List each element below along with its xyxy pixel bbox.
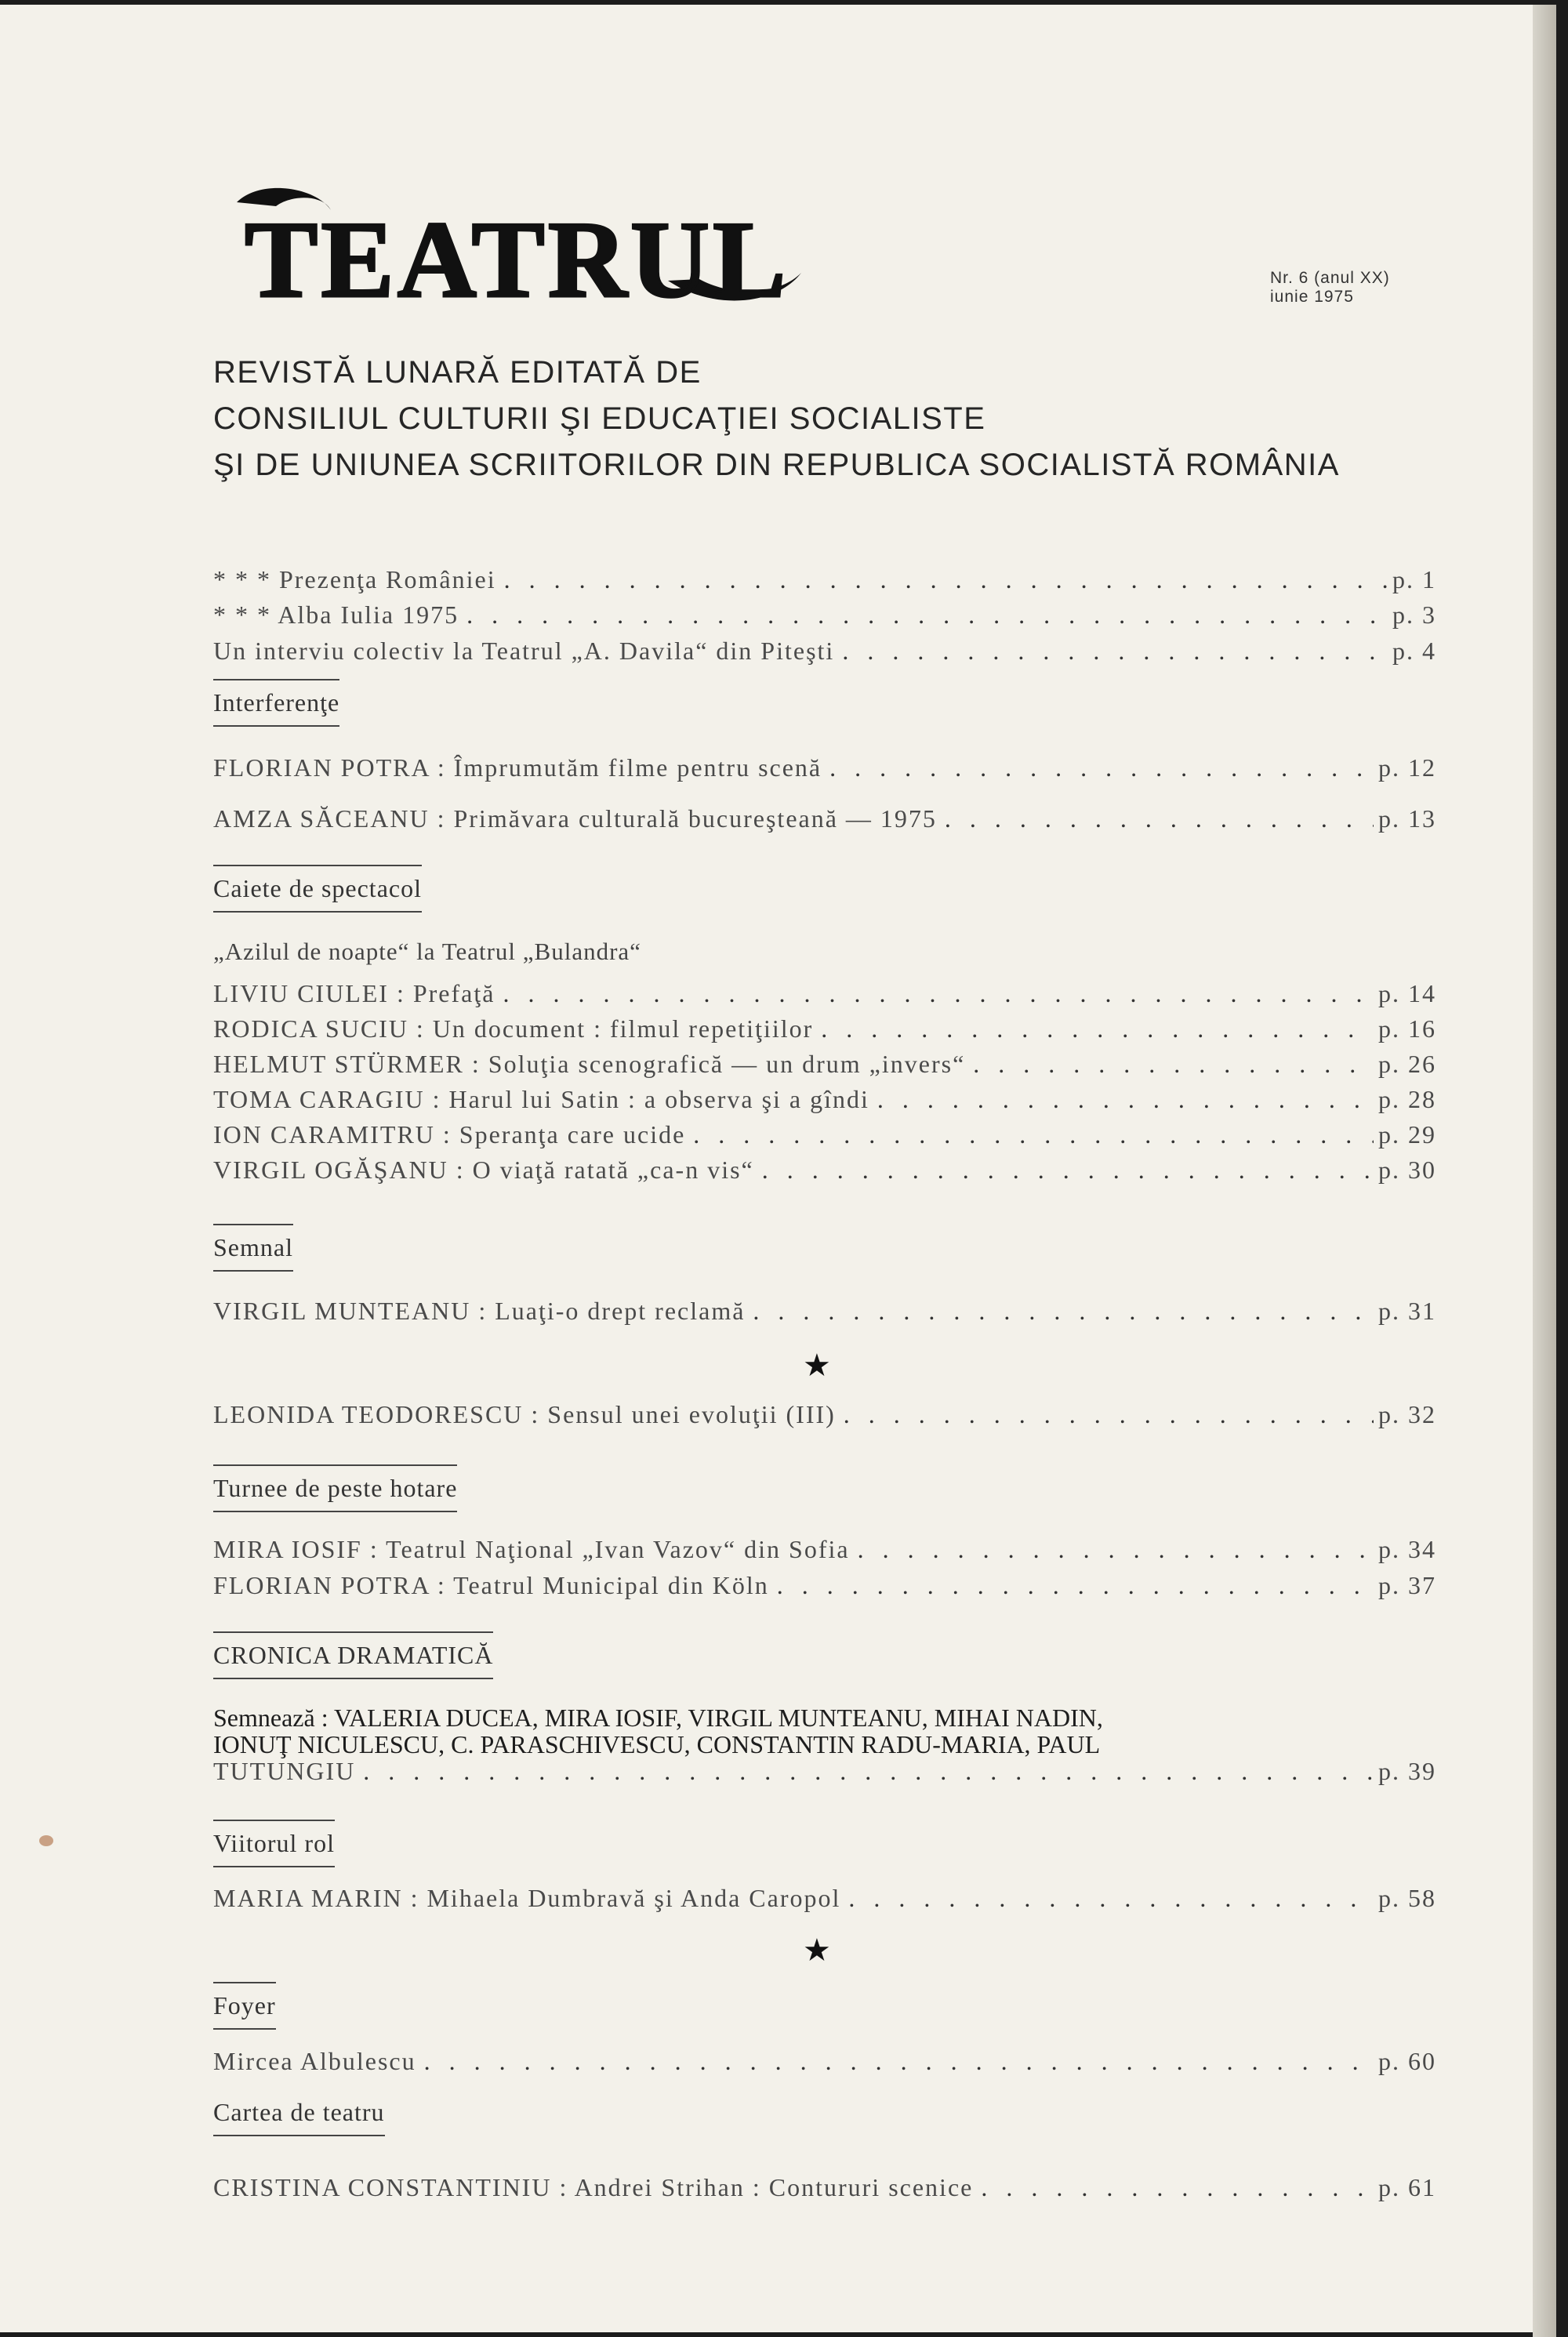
cronica-line: Semnează : VALERIA DUCEA, MIRA IOSIF, VIRGIL MUNTEANU, MIHAI NADIN, — [213, 1704, 1103, 1732]
star-separator: ★ — [803, 1348, 831, 1383]
subtitle-line: REVISTĂ LUNARĂ EDITATĂ DE — [213, 355, 702, 390]
svg-text:TEATRUL: TEATRUL — [245, 199, 789, 320]
issue-info — [1270, 269, 1390, 307]
ink-spot — [39, 1835, 53, 1846]
section-heading: Turnee de peste hotare — [213, 1464, 457, 1503]
section-heading: CRONICA DRAMATICĂ — [213, 1631, 493, 1670]
toc-entry[interactable]: Mircea Albulescu . . . p. 60 — [213, 2047, 1436, 2076]
publisher-subtitle — [213, 350, 1340, 488]
toc-entry[interactable]: * * * Alba Iulia 1975 . . . p. 3 — [213, 601, 1436, 630]
toc-entry[interactable]: ION CARAMITRU : Speranţa care ucide . . . p. 29 — [213, 1120, 1436, 1149]
toc-entry[interactable]: LIVIU CIULEI : Prefaţă . . . p. 14 — [213, 979, 1436, 1008]
toc-entry[interactable]: AMZA SĂCEANU : Primăvara culturală bucureşteană — 1975 . . . p. 13 — [213, 804, 1436, 833]
toc-entry[interactable]: MIRA IOSIF : Teatrul Naţional „Ivan Vazov“ din Sofia . . . p. 34 — [213, 1535, 1436, 1564]
subtitle-line: ŞI DE UNIUNEA SCRIITORILOR DIN REPUBLICA SOCIALISTĂ ROMÂNIA — [213, 448, 1340, 482]
subtitle-line: CONSILIUL CULTURII ŞI EDUCAŢIEI SOCIALISTE — [213, 401, 986, 436]
issue-date: iunie 1975 — [1270, 288, 1354, 306]
toc-entry[interactable]: LEONIDA TEODORESCU : Sensul unei evoluţii (III) . . . p. 32 — [213, 1400, 1436, 1429]
cronica-line: IONUŢ NICULESCU, C. PARASCHIVESCU, CONSTANTIN RADU-MARIA, PAUL — [213, 1730, 1101, 1758]
toc-entry[interactable]: FLORIAN POTRA : Împrumutăm filme pentru scenă . . . p. 12 — [213, 753, 1436, 782]
section-heading: Cartea de teatru — [213, 2098, 385, 2126]
section-heading: Interferenţe — [213, 679, 339, 717]
toc-entry[interactable]: TOMA CARAGIU : Harul lui Satin : a observa şi a gîndi . . . p. 28 — [213, 1085, 1436, 1114]
cronica-last-line: TUTUNGIU . . . p. 39 — [213, 1758, 1436, 1784]
section-heading: Foyer — [213, 1982, 276, 2020]
toc-entry-multiline[interactable] — [213, 1704, 1436, 1784]
toc-entry[interactable]: CRISTINA CONSTANTINIU : Andrei Strihan : Contururi scenice . . . p. 61 — [213, 2173, 1436, 2202]
star-separator: ★ — [803, 1932, 831, 1968]
toc-entry[interactable]: FLORIAN POTRA : Teatrul Municipal din Köln . . . p. 37 — [213, 1571, 1436, 1600]
issue-number: Nr. 6 (anul XX) — [1270, 269, 1390, 287]
section-heading: Semnal — [213, 1224, 293, 1262]
magazine-page — [0, 5, 1556, 2332]
toc-entry[interactable]: * * * Prezenţa României . . . p. 1 — [213, 565, 1436, 594]
section-heading: Viitorul rol — [213, 1820, 335, 1858]
toc-entry[interactable]: MARIA MARIN : Mihaela Dumbravă şi Anda Caropol . . . p. 58 — [213, 1884, 1436, 1913]
toc-entry[interactable]: HELMUT STÜRMER : Soluţia scenografică — un drum „invers“ . . . p. 26 — [213, 1050, 1436, 1079]
toc-entry[interactable]: VIRGIL MUNTEANU : Luaţi-o drept reclamă . . . p. 31 — [213, 1297, 1436, 1326]
toc-entry[interactable]: RODICA SUCIU : Un document : filmul repetiţiilor . . . p. 16 — [213, 1014, 1436, 1043]
page-edge — [1533, 5, 1556, 2337]
teatrul-logo — [229, 179, 809, 320]
section-subheading: „Azilul de noapte“ la Teatrul „Bulandra“ — [213, 938, 641, 965]
toc-entry[interactable]: VIRGIL OGĂŞANU : O viaţă ratată „ca-n vis“ . . . p. 30 — [213, 1156, 1436, 1185]
toc-entry[interactable]: Un interviu colectiv la Teatrul „A. Davila“ din Piteşti . . . p. 4 — [213, 637, 1436, 666]
section-heading: Caiete de spectacol — [213, 865, 422, 903]
